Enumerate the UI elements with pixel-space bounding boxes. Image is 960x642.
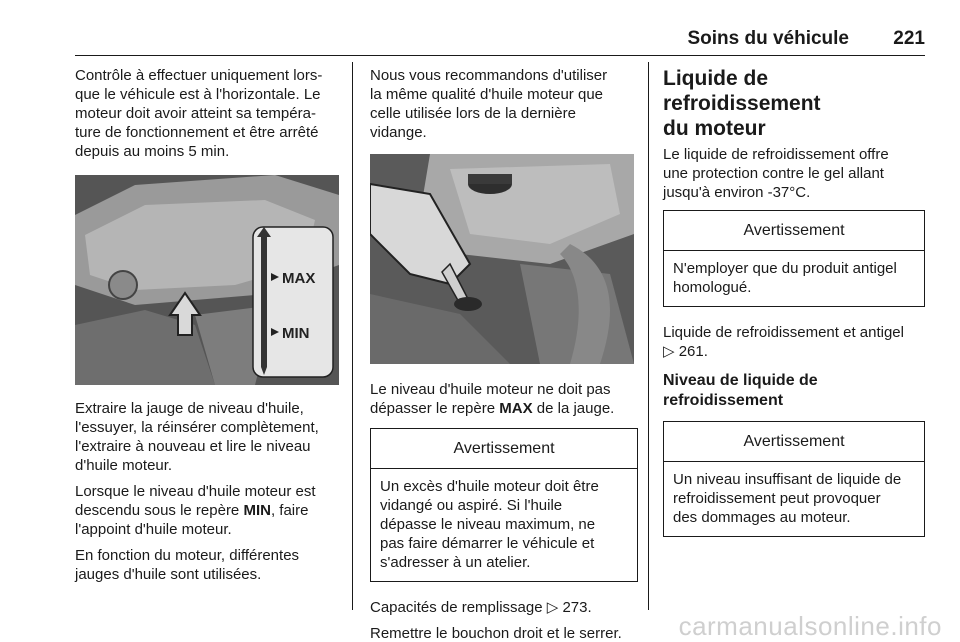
page-number: 221 (893, 28, 925, 49)
max-text-after: de la jauge. (532, 400, 615, 417)
warning-text: N'employer que du produit antigel homologué. (673, 260, 897, 296)
oil-filling-drawing (370, 154, 634, 364)
column-divider-2 (648, 62, 649, 610)
replace-cap-instruction: Remettre le bouchon droit et le serrer. (370, 625, 622, 642)
column-3 (663, 66, 925, 553)
min-text-after: , faire l'appoint d'huile moteur. (75, 502, 309, 538)
warning-box-antifreeze (663, 210, 925, 307)
min-mark-label: MIN (282, 325, 310, 342)
oil-check-intro: Contrôle à effectuer uniquement lors- que le véhicule est à l'horizontale. Le moteur doit avoir atteint sa tempéra- ture de fonctionnement et être arrêté depuis au moins 5 min. (75, 67, 323, 160)
capacity-reference[interactable]: Capacités de remplissage ▷ 273. (370, 599, 592, 616)
max-mark-label: MAX (282, 270, 316, 287)
max-text-before: Le niveau d'huile moteur ne doit pas dépasser le repère (370, 381, 611, 417)
min-text-before: Lorsque le niveau d'huile moteur est descendu sous le repère (75, 483, 316, 519)
coolant-section-title: Liquide de refroidissement du moteur (663, 67, 821, 140)
column-1 (75, 66, 343, 591)
warning-box-coolant-level (663, 421, 925, 537)
column-2 (370, 66, 638, 642)
coolant-intro: Le liquide de refroidissement offre une protection contre le gel allant jusqu'à environ -37°C. (663, 146, 889, 201)
max-keyword: MAX (499, 400, 533, 417)
section-title: Soins du véhicule (687, 28, 849, 49)
watermark: carmanualsonline.info (678, 611, 942, 641)
dipstick-instructions: Extraire la jauge de niveau d'huile, l'essuyer, la réinsérer complètement, l'extraire à nouveau et lire le niveau d'huile moteur. (75, 400, 319, 474)
warning-box-oil (370, 428, 638, 582)
dipstick-illustration (75, 175, 339, 385)
column-divider-1 (352, 62, 353, 610)
page-header (75, 26, 925, 56)
coolant-level-subtitle: Niveau de liquide de refroidissement (663, 372, 818, 409)
warning-title: Avertissement (664, 211, 924, 251)
oil-quality-recommendation: Nous vous recommandons d'utiliser la même qualité d'huile moteur que celle utilisée lors de la dernière vidange. (370, 67, 608, 141)
oil-filling-illustration (370, 154, 634, 364)
coolant-reference[interactable]: Liquide de refroidissement et antigel ▷ 261. (663, 324, 904, 360)
warning-title: Avertissement (664, 422, 924, 462)
warning-text: Un excès d'huile moteur doit être vidangé ou aspiré. Si l'huile dépasse le niveau maximum, ne pas faire démarrer le véhicule et s'adresser à un atelier. (380, 478, 599, 571)
max-level-note (370, 380, 638, 418)
min-keyword: MIN (243, 502, 271, 519)
warning-title: Avertissement (371, 429, 637, 469)
warning-text: Un niveau insuffisant de liquide de refroidissement peut provoquer des dommages au moteur. (673, 471, 902, 526)
dipstick-variants: En fonction du moteur, différentes jauges d'huile sont utilisées. (75, 547, 300, 583)
min-level-instructions (75, 482, 343, 539)
